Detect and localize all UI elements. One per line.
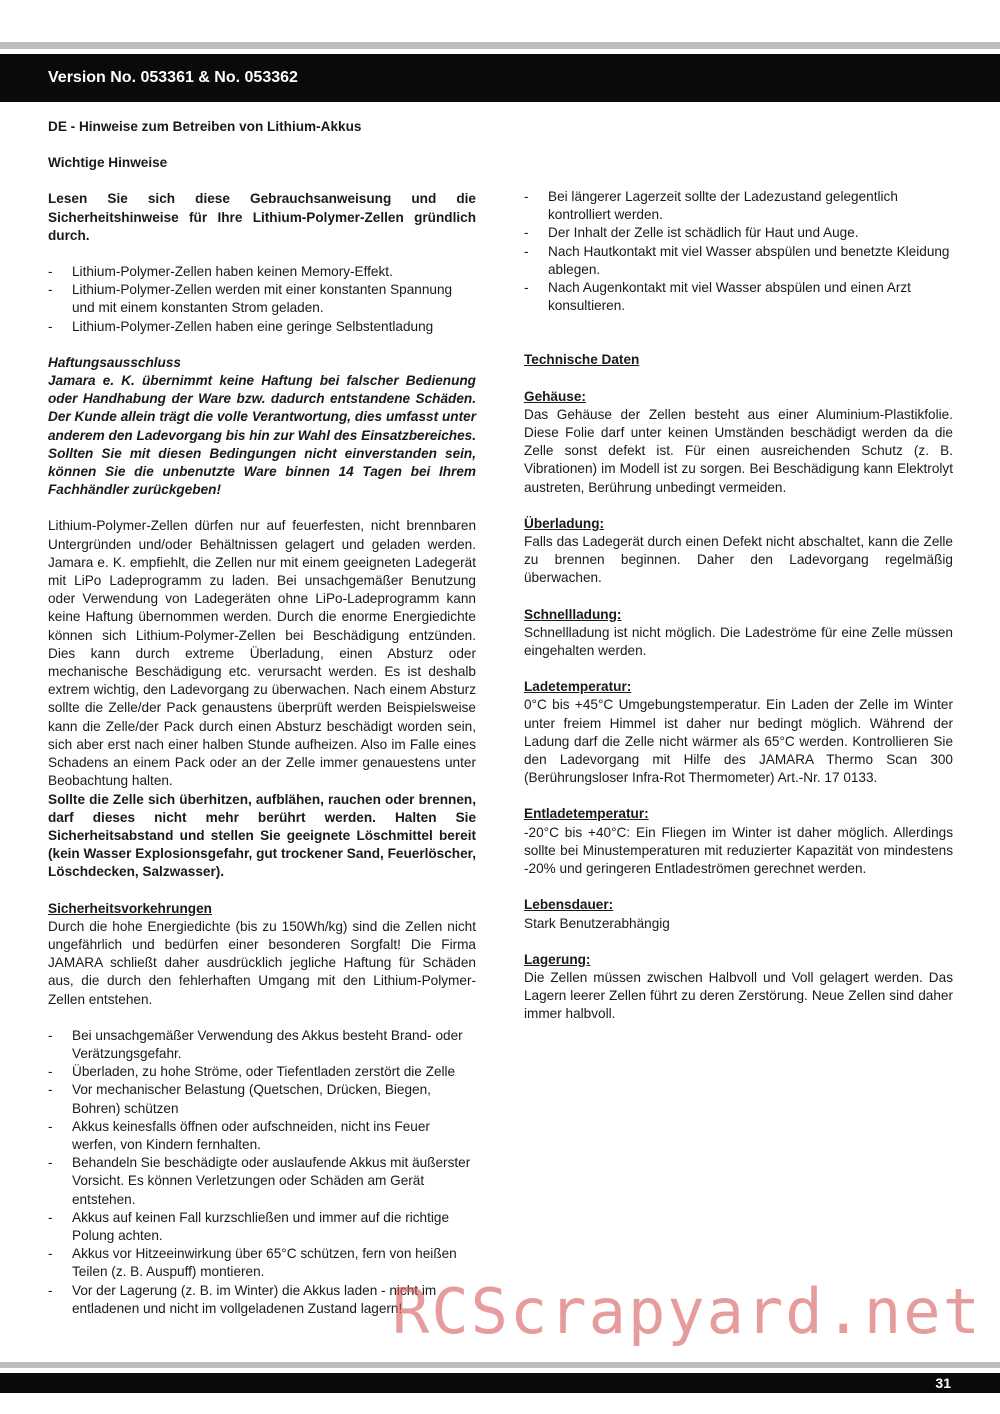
right-column: [524, 188, 953, 1024]
watermark: RCScrapyard.net: [392, 1275, 982, 1348]
overcharge-title: Überladung:: [524, 515, 605, 531]
discharge-temp-title: Entladetemperatur:: [524, 806, 649, 822]
overcharge-text: Falls das Ladegerät durch einen Defekt nicht abschaltet, kann die Zelle zu brennen beginnen. Daher den Ladevorgang regelmäßig überwachen.: [524, 534, 953, 586]
important-title: Wichtige Hinweise: [48, 155, 168, 171]
list-item: - Nach Augenkontakt mit viel Wasser abspülen und einen Arzt konsultieren.: [524, 279, 953, 315]
section-title: DE - Hinweise zum Betreiben von Lithium-Akkus: [48, 119, 362, 134]
lifetime-title: Lebensdauer:: [524, 897, 614, 913]
storage-text: Die Zellen müssen zwischen Halbvoll und Voll gelagert werden. Das Lagern leerer Zellen führt zu deren Zerstörung. Neue Zellen sind daher immer halbvoll.: [524, 969, 953, 1022]
list-item: - Lithium-Polymer-Zellen werden mit einer konstanten Spannung und mit einem konstanten Strom geladen.: [48, 281, 476, 317]
charge-temp-text: 0°C bis +45°C Umgebungstemperatur. Ein Laden der Zelle im Winter unter freiem Himmel ist daher nur bedingt möglich. Während der Ladung darf die Zelle nicht wärmer als 65°C werden. Kontrollieren Sie den Ladevorgang mit Hilfe des JAMARA Thermo Scan 300 (Berührungsloser Infra-Rot Thermometer) Art.-Nr. 17 0133.: [524, 697, 953, 786]
list-item: - Nach Hautkontakt mit viel Wasser abspülen und benetzte Kleidung ablegen.: [524, 243, 953, 279]
top-rule: [0, 42, 1000, 49]
footer-bar: [0, 1373, 1000, 1393]
list-item: - Überladen, zu hohe Ströme, oder Tiefentladen zerstört die Zelle: [48, 1063, 476, 1081]
list-item: - Vor mechanischer Belastung (Quetschen, Drücken, Biegen, Bohren) schützen: [48, 1081, 476, 1117]
list-item: - Bei unsachgemäßer Verwendung des Akkus besteht Brand- oder Verätzungsgefahr.: [48, 1027, 476, 1063]
list-item: - Lithium-Polymer-Zellen haben keinen Memory-Effekt.: [48, 263, 476, 281]
warning-paragraph: Sollte die Zelle sich überhitzen, aufblähen, rauchen oder brennen, darf dieses nicht mehr berührt werden. Halten Sie Sicherheitsabstand und stellen Sie geeignete Löschmittel bereit (kein Wasser Explosionsgefahr, gut trockener Sand, Feuerlöscher, Löschdecken, Salzwasser).: [48, 791, 476, 880]
list-item: - Lithium-Polymer-Zellen haben eine geringe Selbstentladung: [48, 318, 476, 336]
list-item: - Bei längerer Lagerzeit sollte der Ladezustand gelegentlich kontrolliert werden.: [524, 188, 953, 224]
list-item: - Akkus auf keinen Fall kurzschließen und immer auf die richtige Polung achten.: [48, 1209, 476, 1245]
header-bar: [0, 54, 1000, 102]
housing-text: Das Gehäuse der Zellen besteht aus einer Aluminium-Plastikfolie. Diese Folie darf unter keinen Umständen beschädigt werden da die Zelle sonst defekt ist. Für einen ausreichenden Schutz (z. B. Vibrationen) im Modell ist zu sorgen. Bei Beschädigung kann Elektrolyt austreten, Berührung unbedingt vermeiden.: [524, 406, 953, 495]
list-item: - Behandeln Sie beschädigte oder auslaufende Akkus mit äußerster Vorsicht. Es können Verletzungen oder Schäden am Gerät entstehen.: [48, 1154, 476, 1209]
list-item: - Vor der Lagerung (z. B. im Winter) die Akkus laden - nicht im entladenen und nicht im vollgeladenen Zustand lagern!: [48, 1282, 476, 1318]
basics-list: [48, 263, 476, 336]
page-number: 31: [935, 1375, 951, 1391]
housing-title: Gehäuse:: [524, 388, 586, 404]
intro-text: Lesen Sie sich diese Gebrauchsanweisung und die Sicherheitshinweise für Ihre Lithium-Polymer-Zellen gründlich durch.: [48, 191, 476, 243]
storage-paragraph: Lithium-Polymer-Zellen dürfen nur auf feuerfesten, nicht brennbaren Untergründen und/oder Behältnissen gelagert und geladen werden. Jamara e. K. empfiehlt, die Zellen nur mit einem geeigneten Ladegerät mit LiPo Ladeprogramm zu laden. Bei unsachgemäßer Benutzung oder Verwendung von Ladegeräten ohne LiPo-Ladeprogramm kann keine Haftung übernommen werden. Durch die enorme Energiedichte können sich Lithium-Polymer-Zellen bei Beschädigung entzünden. Dies kann durch extreme Überladung, einen Absturz oder mechanische Beschädigung etc. verursacht werden. Es ist deshalb extrem wichtig, den Ladevorgang zu überwachen. Nach einem Absturz sollte die Zelle/der Pack genaustens überprüft werden Beispielsweise kann die Zelle/der Pack durch einen Absturz beschädigt worden sein, sich aber erst nach einer halben Stunde aufheizen. Also im Falle eines Schadens an einem Pack oder an der Zelle immer genauestens unter Beobachtung halten.: [48, 518, 476, 789]
list-item: - Akkus vor Hitzeeinwirkung über 65°C schützen, fern von heißen Teilen (z. B. Auspuff) montieren.: [48, 1245, 476, 1281]
list-item: - Der Inhalt der Zelle ist schädlich für Haut und Auge.: [524, 224, 953, 242]
fastcharge-title: Schnellladung:: [524, 606, 622, 622]
list-item: - Akkus keinesfalls öffnen oder aufschneiden, nicht ins Feuer werfen, von Kindern fernhalten.: [48, 1118, 476, 1154]
charge-temp-title: Ladetemperatur:: [524, 679, 632, 695]
continued-list: [524, 188, 953, 315]
lifetime-text: Stark Benutzerabhängig: [524, 915, 670, 931]
liability-text: Jamara e. K. übernimmt keine Haftung bei falscher Bedienung oder Handhabung der Ware bzw. dadurch entstandene Schäden. Der Kunde allein trägt die volle Verantwortung, dies umfasst unter anderem den Ladevorgang bis hin zur Wahl des Einsatzbereiches. Sollten Sie mit diesen Bedingungen nicht einverstanden sein, können Sie die unbenutzte Ware binnen 14 Tagen bei Ihrem Fachhändler zurückgeben!: [48, 373, 476, 498]
discharge-temp-text: -20°C bis +40°C: Ein Fliegen im Winter ist daher möglich. Allerdings sollte bei Minustemperaturen mit reduzierter Kapazität von mindestens -20% und geringeren Entladeströmen gerechnet werden.: [524, 824, 953, 877]
tech-title: Technische Daten: [524, 352, 640, 368]
page-title: Version No. 053361 & No. 053362: [48, 69, 298, 86]
liability-title: Haftungsausschluss: [48, 354, 181, 370]
left-column: [48, 118, 476, 1318]
fastcharge-text: Schnellladung ist nicht möglich. Die Ladeströme für eine Zelle müssen eingehalten werden.: [524, 624, 953, 659]
safety-list: [48, 1027, 476, 1318]
storage-title: Lagerung:: [524, 951, 591, 967]
safety-text: Durch die hohe Energiedichte (bis zu 150Wh/kg) sind die Zellen nicht ungefährlich und bedürfen einer besonderen Sorgfalt! Die Firma JAMARA schließt daher ausdrücklich jegliche Haftung für Schäden aus, die durch den fehlerhaften Umgang mit den Lithium-Polymer-Zellen entstehen.: [48, 918, 476, 1007]
safety-title: Sicherheitsvorkehrungen: [48, 900, 212, 916]
bottom-rule: [0, 1362, 1000, 1368]
